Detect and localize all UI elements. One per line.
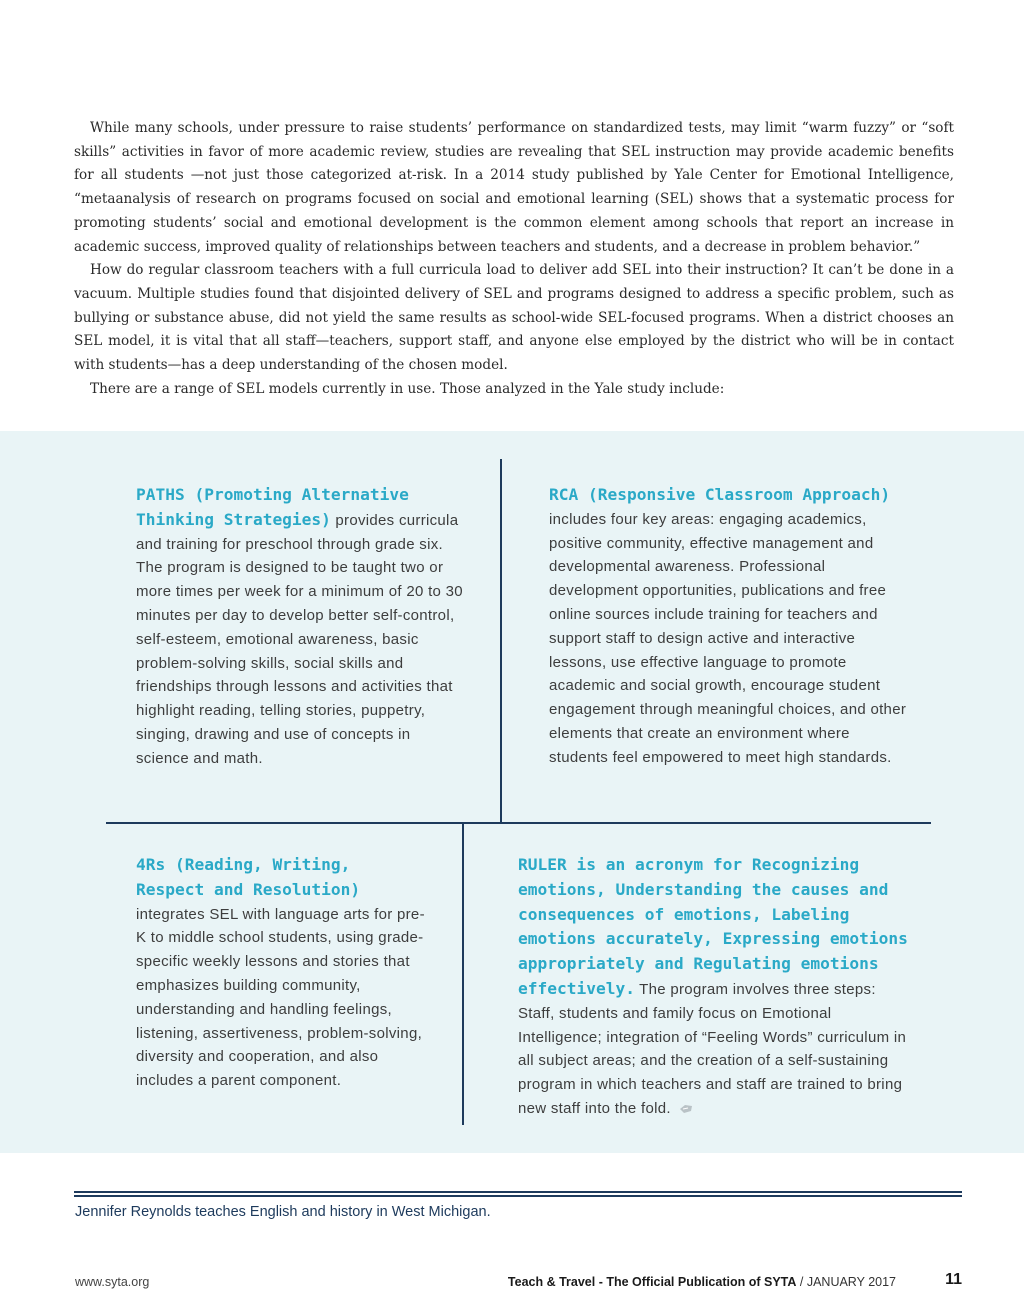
footer-url[interactable]: www.syta.org: [75, 1275, 150, 1289]
divider-vertical-top: [500, 459, 502, 823]
model-ruler: [518, 853, 910, 1121]
footer-publication: [508, 1275, 896, 1289]
page-number: 11: [945, 1271, 962, 1288]
divider-vertical-bottom: [462, 824, 464, 1125]
model-paths: [136, 483, 466, 771]
paragraph-1: While many schools, under pressure to raise students’ performance on standardized tests, may limit “warm fuzzy” or “soft skills” activities in favor of more academic review, studies are revealing that SEL instruction may provide academic benefits for all students —not just those categorized at-risk. In a 2014 study published by Yale Center for Emotional Intelligence, “metaanalysis of research on programs focused on social and emotional learning (SEL) shows that a systematic process for promoting students’ social and emotional development is the common element among schools that report an increase in academic success, improved quality of relationships between teachers and students, and a decrease in problem behavior.”: [74, 120, 954, 255]
publication-title: Teach & Travel - The Official Publication of SYTA: [507, 1275, 797, 1289]
footer-rule-bottom: [74, 1195, 962, 1197]
rca-text: includes four key areas: engaging academics, positive community, effective management and developmental awareness. Professional development opportunities, publications and free online sources include training for teachers and support staff to design active and interactive lessons, use effective language to promote academic and social growth, encourage student engagement through meaningful choices, and other elements that create an environment where students feel empowered to meet high standards.: [549, 510, 907, 766]
divider-horizontal: [106, 822, 931, 824]
rca-heading: RCA (Responsive Classroom Approach): [549, 485, 891, 504]
paths-text: provides curricula and training for preschool through grade six. The program is designed to be taught two or more times per week for a minimum of 20 to 30 minutes per day to develop better self-control, self-esteem, emotional awareness, basic problem-solving skills, social skills and friendships through lessons and activities that highlight reading, telling stories, puppetry, singing, drawing and use of concepts in science and math.: [136, 511, 463, 767]
author-note: Jennifer Reynolds teaches English and history in West Michigan.: [75, 1204, 491, 1220]
model-4rs: [136, 853, 428, 1093]
ruler-heading: RULER is an acronym for Recognizing emotions, Understanding the causes and consequences of emotions, Labeling emotions accurately, Expressing emotions appropriately and Regulating emotions effectively.: [518, 855, 908, 998]
sel-models-panel: [0, 431, 1024, 1153]
article-body: [74, 117, 954, 401]
model-rca: [549, 483, 909, 770]
end-mark-icon: [679, 1104, 693, 1114]
paths-heading: PATHS (Promoting Alternative Thinking Strategies): [136, 485, 409, 529]
four-rs-heading: 4Rs (Reading, Writing, Respect and Resolution): [136, 855, 361, 899]
issue-date: / JANUARY 2017: [796, 1275, 896, 1289]
paragraph-3: There are a range of SEL models currently in use. Those analyzed in the Yale study include:: [90, 380, 725, 397]
paragraph-2: How do regular classroom teachers with a full curricula load to deliver add SEL into their instruction? It can’t be done in a vacuum. Multiple studies found that disjointed delivery of SEL and programs designed to address a specific problem, such as bullying or substance abuse, did not yield the same results as school-wide SEL-focused programs. When a district chooses an SEL model, it is vital that all staff—teachers, support staff, and anyone else employed by the district who will be in contact with students—has a deep understanding of the chosen model.: [74, 262, 954, 374]
footer-rule-top: [74, 1191, 962, 1193]
ruler-text: The program involves three steps: Staff, students and family focus on Emotional Intelligence; integration of “Feeling Words” curriculum in all subject areas; and the creation of a self-sustaining program in which teachers and staff are trained to bring new staff into the fold.: [518, 980, 907, 1117]
four-rs-text: integrates SEL with language arts for pre-K to middle school students, using grade-specific weekly lessons and stories that emphasizes building community, understanding and handling feelings, listening, assertiveness, problem-solving, diversity and cooperation, and also includes a parent component.: [136, 905, 425, 1090]
